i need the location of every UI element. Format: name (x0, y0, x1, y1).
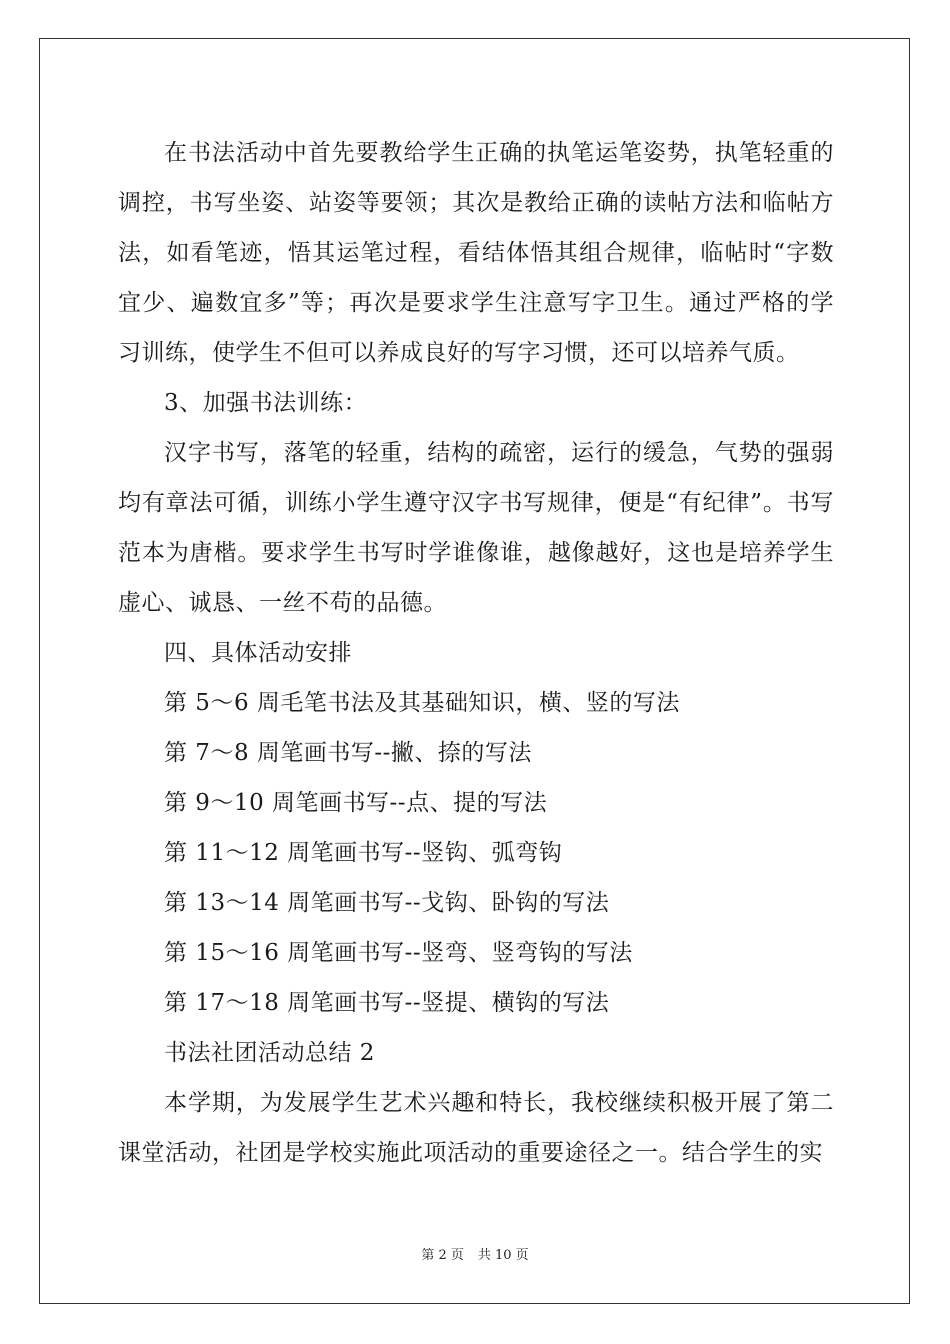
paragraph-calligraphy-basics: 在书法活动中首先要教给学生正确的执笔运笔姿势，执笔轻重的调控，书写坐姿、站姿等要领；其次是教给正确的读帖方法和临帖方法，如看笔迹，悟其运笔过程，看结体悟其组合规律，临帖时“字数宜少、遍数宜多”等；再次是要求学生注意写字卫生。通过严格的学习训练，使学生不但可以养成良好的写字习惯，还可以培养气质。 (118, 140, 834, 366)
heading-activity-schedule: 四、具体活动安排 (164, 640, 352, 666)
schedule-item: 第 17～18 周笔画书写--竖提、横钩的写法 (164, 990, 610, 1016)
paragraph-semester-intro: 本学期，为发展学生艺术兴趣和特长，我校继续积极开展了第二课堂活动，社团是学校实施此项活动的重要途径之一。结合学生的实 (118, 1090, 834, 1166)
schedule-item: 第 5～6 周毛笔书法及其基础知识，横、竖的写法 (164, 690, 680, 716)
schedule-item: 第 13～14 周笔画书写--戈钩、卧钩的写法 (164, 890, 610, 916)
schedule-item: 第 9～10 周笔画书写--点、提的写法 (164, 790, 548, 816)
section-title-summary-2: 书法社团活动总结 2 (164, 1040, 375, 1066)
page-number: 第 2 页 (421, 1248, 464, 1263)
page-footer (0, 1244, 950, 1263)
schedule-item: 第 7～8 周笔画书写--撇、捺的写法 (164, 740, 532, 766)
schedule-item: 第 11～12 周笔画书写--竖钩、弧弯钩 (164, 840, 563, 866)
document-body (118, 128, 834, 1178)
heading-strengthen-training: 3、加强书法训练： (164, 390, 368, 416)
paragraph-writing-rules: 汉字书写，落笔的轻重，结构的疏密，运行的缓急，气势的强弱均有章法可循，训练小学生遵守汉字书写规律，便是“有纪律”。书写范本为唐楷。要求学生书写时学谁像谁，越像越好，这也是培养学生虚心、诚恳、一丝不苟的品德。 (118, 440, 834, 616)
schedule-item: 第 15～16 周笔画书写--竖弯、竖弯钩的写法 (164, 940, 633, 966)
page-total: 共 10 页 (477, 1248, 529, 1263)
